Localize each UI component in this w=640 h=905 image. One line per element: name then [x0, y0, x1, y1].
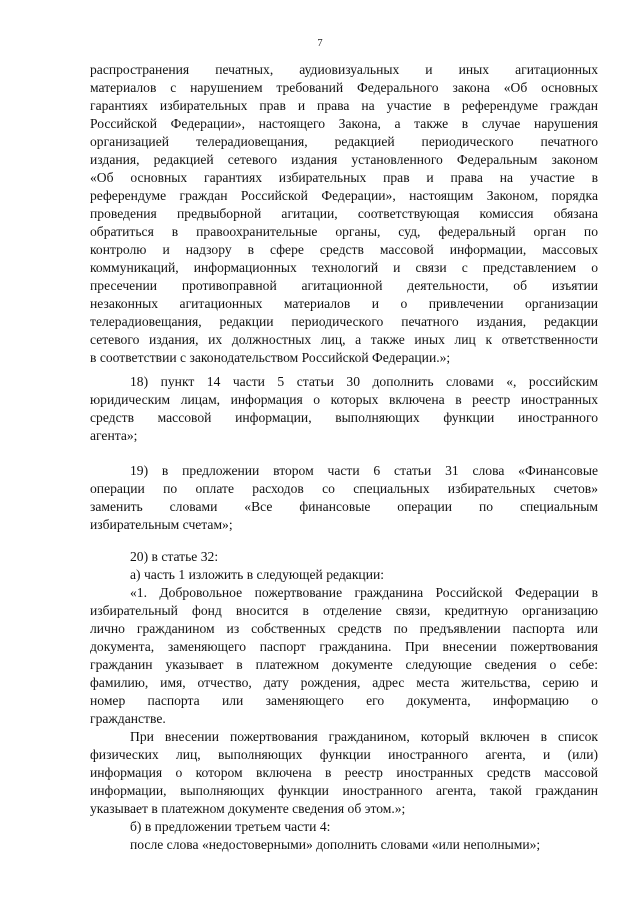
text-line: контролю и надзору в сфере средств массовой информации, массовых [90, 242, 598, 257]
text-line: обратиться в правоохранительные органы, суд, федеральный орган по [90, 224, 598, 239]
text-line: «Об основных гарантиях избирательных прав и права на участие в [90, 170, 598, 185]
text-line: физических лиц, выполняющих функции иностранного агента, и (или) [90, 747, 598, 762]
text-line: телерадиовещания, редакции периодического печатного издания, редакции [90, 314, 598, 329]
text-line: заменить словами «Все финансовые операции по специальным [90, 499, 598, 514]
text-line: материалов с нарушением требований Федерального закона «Об основных [90, 80, 598, 95]
text-line: номер паспорта или заменяющего его документа, информацию о [90, 693, 598, 708]
text-line: гарантиях избирательных прав и права на участие в референдуме граждан [90, 98, 598, 113]
text-line: 19) в предложении втором части 6 статьи 31 слова «Финансовые [130, 463, 598, 478]
page-number: 7 [317, 38, 323, 49]
item-19-paragraph [90, 462, 598, 534]
text-line: проведения предвыборной агитации, соответствующая комиссия обязана [90, 206, 598, 221]
text-line: распространения печатных, аудиовизуальных и иных агитационных [90, 62, 598, 77]
text-line: 20) в статье 32: [130, 549, 219, 564]
text-line: гражданин указывает в платежном документе следующие сведения о себе: [90, 657, 598, 672]
text-line: информации, выполняющих функции иностранного агента, такой гражданин [90, 783, 598, 798]
text-line: б) в предложении третьем части 4: [130, 819, 331, 834]
text-line: средств массовой информации, выполняющих функции иностранного [90, 410, 598, 425]
text-line: гражданстве. [90, 711, 166, 726]
text-line: избирательным счетам»; [90, 517, 233, 532]
text-line: документа, заменяющего паспорт гражданина. При внесении пожертвования [90, 639, 598, 654]
text-line: после слова «недостоверными» дополнить словами «или неполными»; [130, 837, 541, 852]
text-line: референдуме граждан Российской Федерации», настоящим Законом, порядка [90, 188, 598, 203]
text-line: избирательный фонд вносится в отделение связи, кредитную организацию [90, 603, 598, 618]
text-line: сетевого издания, их должностных лиц, а также иных лиц к ответственности [90, 332, 598, 347]
text-line: издания, редакцией сетевого издания установленного Федеральным законом [90, 152, 598, 167]
text-line: незаконных агитационных материалов и о привлечении организации [90, 296, 598, 311]
item-18-paragraph [90, 373, 598, 445]
paragraph-continuation [90, 61, 598, 367]
text-line: коммуникаций, информационных технологий и связи с представлением о [90, 260, 598, 275]
text-line: При внесении пожертвования гражданином, который включен в список [130, 729, 598, 744]
text-line: информация о котором включена в реестр иностранных средств массовой [90, 765, 598, 780]
text-line: указывает в платежном документе сведения об этом.»; [90, 801, 406, 816]
text-line: фамилию, имя, отчество, дату рождения, адрес места жительства, серию и [90, 675, 598, 690]
text-line: Российской Федерации», настоящего Закона, а также в случае нарушения [90, 116, 598, 131]
text-line: операции по оплате расходов со специальных избирательных счетов» [90, 481, 598, 496]
text-line: в соответствии с законодательством Российской Федерации.»; [90, 350, 451, 365]
text-line: «1. Добровольное пожертвование гражданина Российской Федерации в [130, 585, 598, 600]
text-line: пресечении противоправной агитационной деятельности, об изъятии [90, 278, 598, 293]
text-line: юридическим лицам, информация о которых включена в реестр иностранных [90, 392, 598, 407]
text-line: а) часть 1 изложить в следующей редакции: [130, 567, 385, 582]
text-line: лично гражданином из собственных средств по предъявлении паспорта или [90, 621, 598, 636]
text-line: 18) пункт 14 части 5 статьи 30 дополнить словами «, российским [130, 374, 598, 389]
item-20-paragraph [90, 548, 598, 854]
text-line: агента»; [90, 428, 138, 443]
text-line: организацией телерадиовещания, редакцией периодического печатного [90, 134, 598, 149]
